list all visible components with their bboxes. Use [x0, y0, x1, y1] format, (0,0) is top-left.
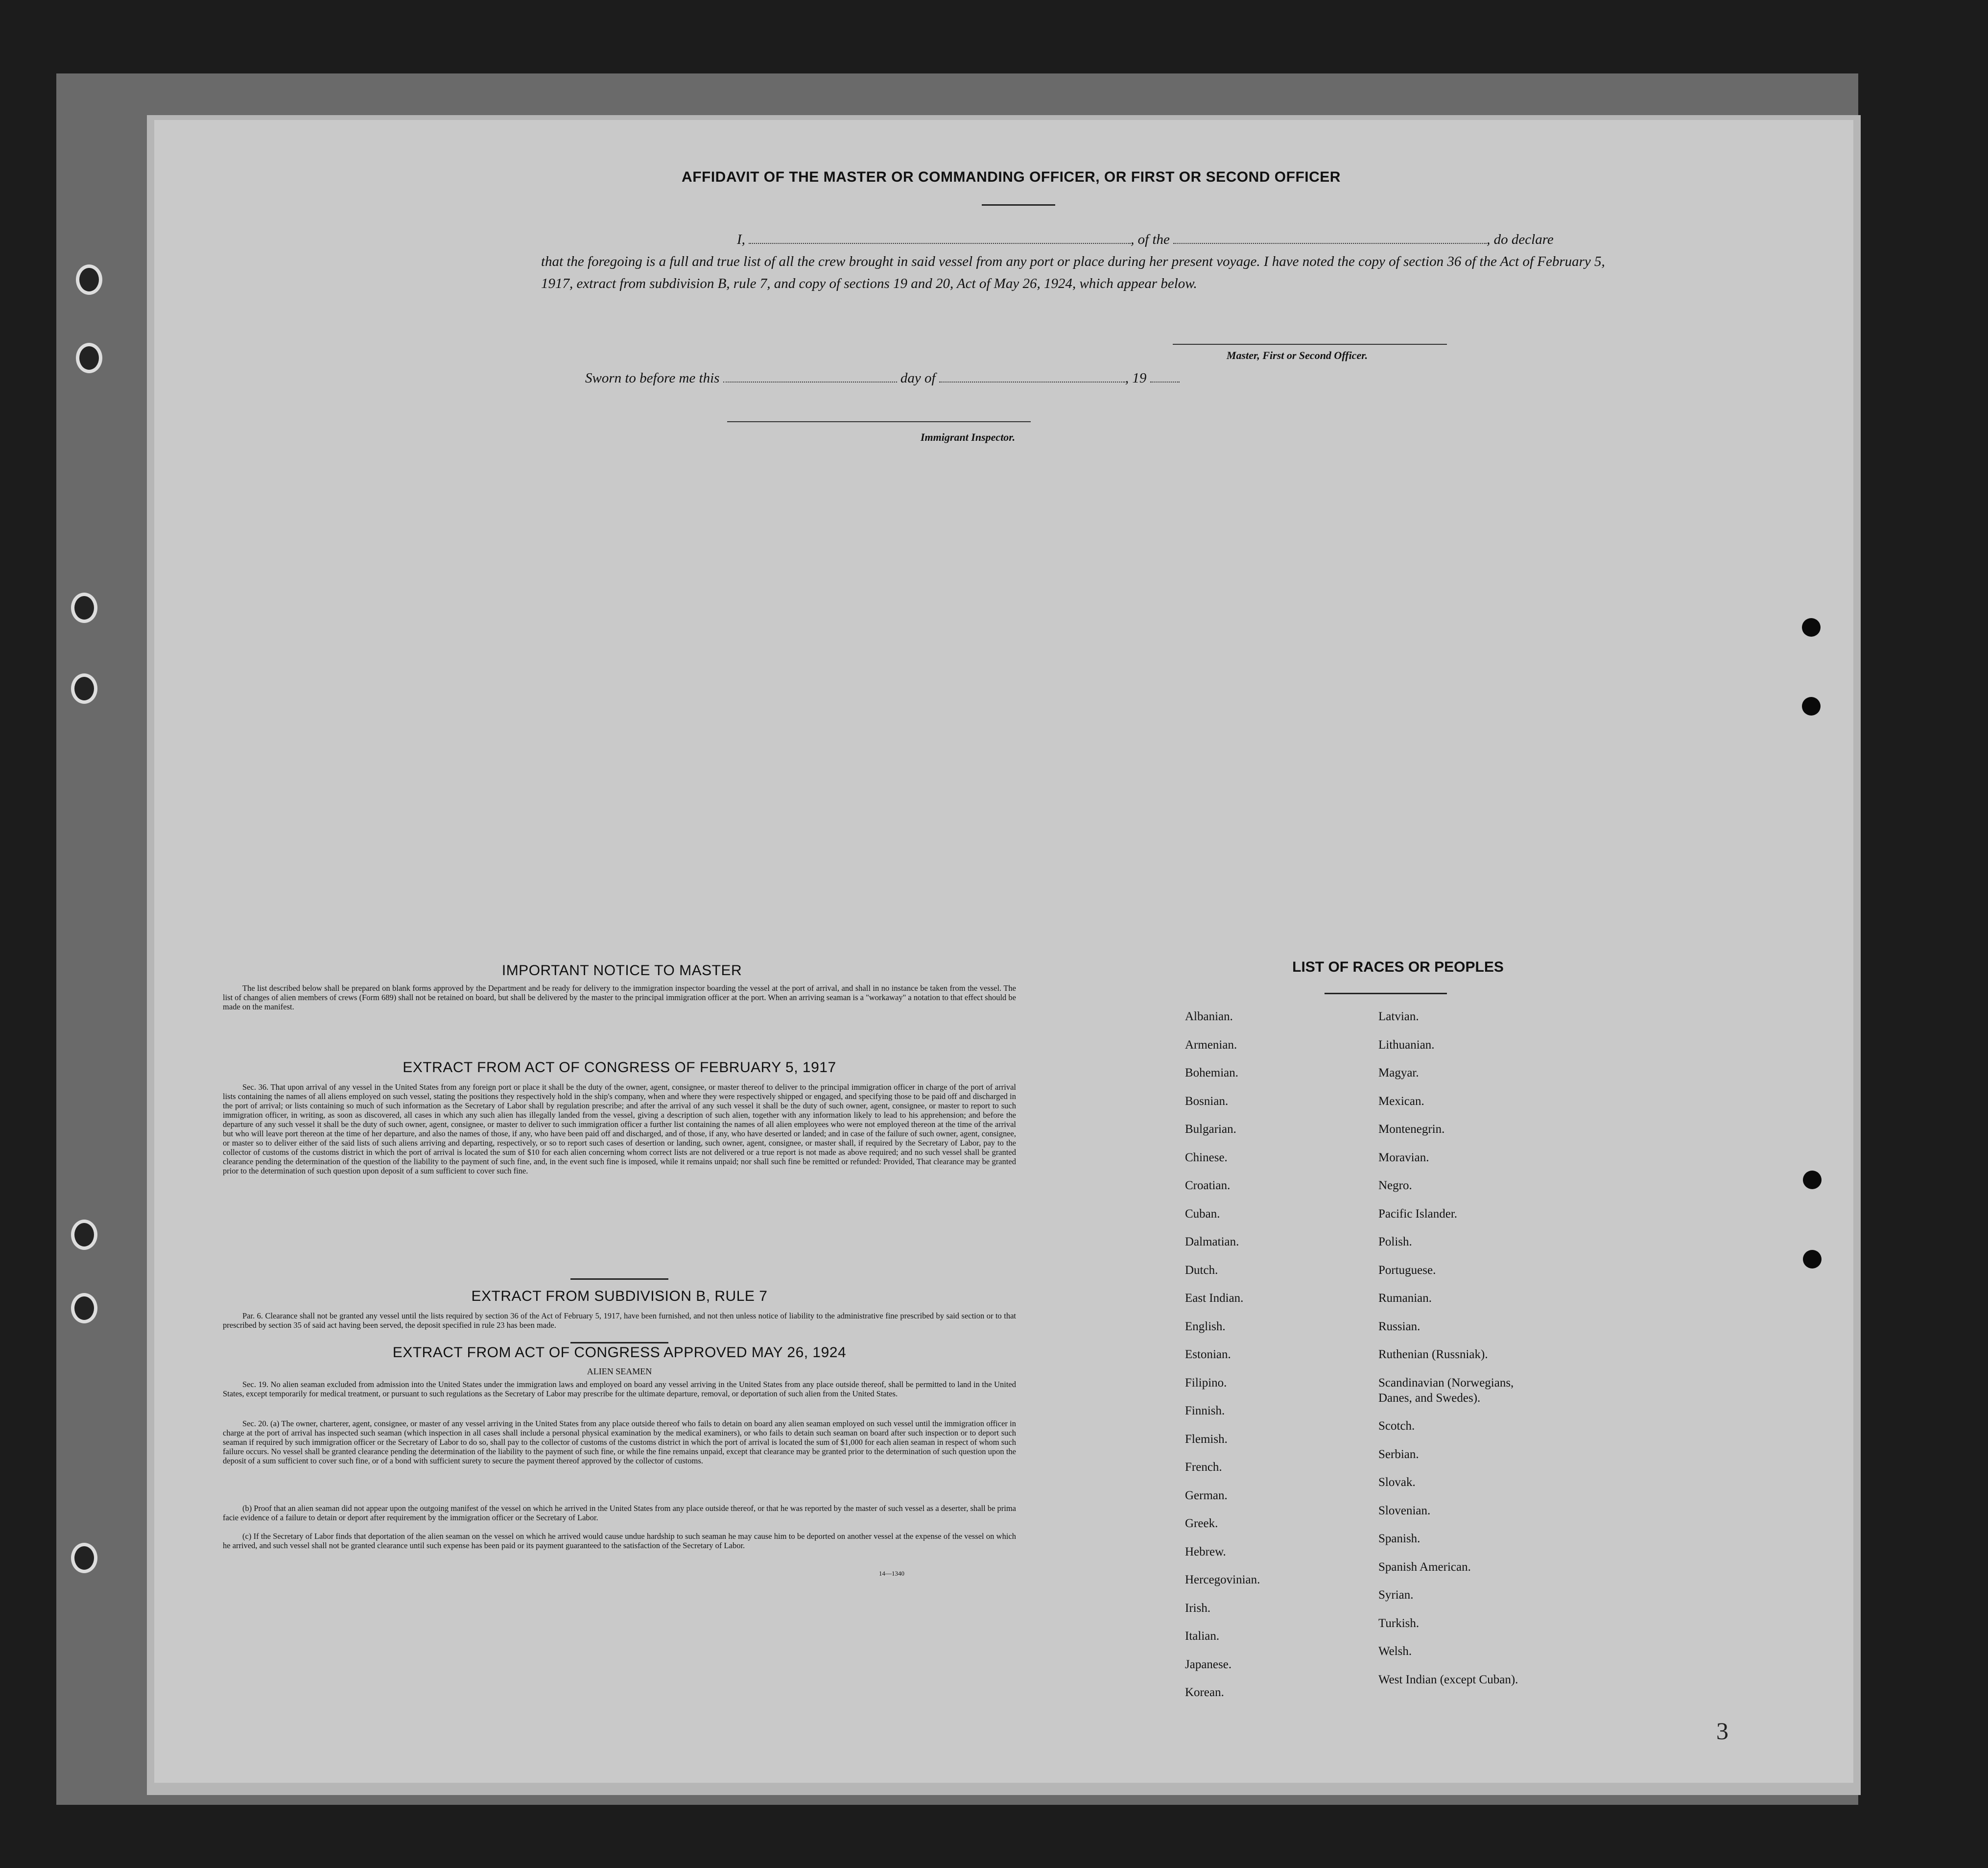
race-item: Portuguese.: [1378, 1263, 1436, 1277]
punch-hole: [1802, 618, 1821, 637]
extract-rule7-title: EXTRACT FROM SUBDIVISION B, RULE 7: [471, 1288, 768, 1304]
master-signature-line[interactable]: [1173, 344, 1447, 345]
sworn-line: [585, 370, 1180, 386]
sworn-year-label: , 19: [1125, 370, 1147, 386]
race-item: Slovenian.: [1378, 1504, 1431, 1517]
extract-1917-text: Sec. 36. That upon arrival of any vessel in the United States from any foreign port or place it shall be the duty of the owner, agent, consignee, or master thereof to deliver to the principal immigration officer in charge of the port of arrival lists containing the names of all aliens employed on such vessel, stating the positions they respectively hold in the ship's company, when and where they were respectively shipped or engaged, and specifying those to be paid off and discharged in the port of arrival; or lists containing so much of such information as the Secretary of Labor shall by regulation prescribe; and after the arrival of any such vessel it shall be the duty of such owner, agent, consignee, or master to report to such immigration officer, in writing, as soon as discovered, all cases in which any such alien has illegally landed from the vessel, giving a description of such alien, together with any information likely to lead to his apprehension; and before the departure of any such vessel it shall be the duty of such owner, agent, consignee, or master to deliver to such immigration officer a further list containing the names of all alien employees who were not employed thereon at the time of the arrival but who will leave port thereon at the time of her departure, and also the names of those, if any, who have been paid off and discharged, and of those, if any, who have deserted or landed; and in case of the failure of such owner, agent, consignee, or master so to deliver either of the said lists of such aliens arriving and departing, respectively, or so to report such cases of desertion or landing, such owner, agent, consignee, or master shall, if required by the Secretary of Labor, pay to the collector of customs of the customs district in which the port of arrival is located the sum of $10 for each alien concerning whom correct lists are not delivered or a true report is not made as above required; and no such vessel shall be granted clearance pending the determination of the question of the liability to the payment of such fine, and, in the event such fine is imposed, while it remains unpaid; nor shall such fine be remitted or refunded: Provided, That clearance may be granted prior to the determination of such question upon deposit of a sum sufficient to cover such fine.: [223, 1082, 1016, 1175]
race-item: Finnish.: [1185, 1404, 1225, 1417]
race-item: Croatian.: [1185, 1179, 1231, 1192]
sworn-label: Sworn to before me this: [585, 370, 720, 386]
extract-1924-sec20a: Sec. 20. (a) The owner, charterer, agent, consignee, or master of any vessel arriving in the United States from any place outside thereof who fails to detain on board any alien seaman employed on such vessel until the immigration officer in charge at the port of arrival has inspected such seaman (which inspection in all cases shall include a personal physical examination by the medical examiners), or who fails to detain such seaman on board after such inspection or to deport such seaman if required by such immigration officer or the Secretary of Labor to do so, shall pay to the collector of customs of the customs district in which the port of arrival is located the sum of $1,000 for each alien seaman in respect of whom such failure occurs. No vessel shall be granted clearance pending the determination of the liability to the payment of such fine, or while the fine remains unpaid, except that clearance may be granted prior to the determination of such question upon the deposit of a sum sufficient to cover such fine, or of a bond with sufficient surety to secure the payment thereof approved by the collector of customs.: [223, 1419, 1016, 1465]
race-item: Rumanian.: [1378, 1292, 1432, 1305]
extract-1924-sec19: Sec. 19. No alien seaman excluded from admission into the United States under the immigration laws and employed on board any vessel arriving in the United States from any place outside thereof, shall be permitted to land in the United States, except temporarily for medical treatment, or pursuant to such regulations as the Secretary of Labor may prescribe for the ultimate departure, removal, or deportation of such alien from the United States.: [223, 1380, 1016, 1398]
race-item: Cuban.: [1185, 1207, 1220, 1221]
race-item: Albanian.: [1185, 1010, 1233, 1023]
race-item: Dutch.: [1185, 1263, 1218, 1277]
race-item: Montenegrin.: [1378, 1123, 1445, 1136]
race-item: Chinese.: [1185, 1150, 1228, 1164]
race-item: Negro.: [1378, 1179, 1412, 1192]
title-divider: [982, 204, 1055, 206]
race-item: Polish.: [1378, 1235, 1412, 1248]
binder-hole: [71, 593, 97, 623]
form-page: [154, 120, 1853, 1783]
race-item: Irish.: [1185, 1601, 1211, 1615]
notice-title: IMPORTANT NOTICE TO MASTER: [501, 962, 742, 979]
master-signature-caption: Master, First or Second Officer.: [1227, 349, 1368, 361]
race-item: Hercegovinian.: [1185, 1573, 1260, 1586]
race-item: French.: [1185, 1461, 1222, 1474]
race-item: Korean.: [1185, 1686, 1224, 1699]
race-item: Bohemian.: [1185, 1066, 1239, 1079]
race-item: Bulgarian.: [1185, 1123, 1236, 1136]
binder-hole: [71, 673, 97, 704]
binder-hole: [71, 1220, 97, 1250]
inspector-signature-line[interactable]: [727, 421, 1031, 422]
affidavit-text: that the foregoing is a full and true list of all the crew brought in said vessel from any port or place during her present voyage. I have noted the copy of section 36 of the Act of February 5, 1917, extract from subdivision B, rule 7, and copy of sections 19 and 20, Act of May 26, 1924, which appear below.: [541, 254, 1605, 291]
extract-1924-sec20c: (c) If the Secretary of Labor finds that deportation of the alien seaman on the vessel on which he arrived would cause undue hardship to such seaman he may cause him to be deported on another vessel at the expense of the vessel on which he arrived, and such vessel shall not be granted clearance until such expense has been paid or its payment guaranteed to the satisfaction of the Secretary of Labor.: [223, 1532, 1016, 1550]
punch-hole: [1803, 1171, 1822, 1189]
race-item: Spanish.: [1378, 1532, 1420, 1545]
affidavit-body: [541, 229, 1633, 295]
race-item: Welsh.: [1378, 1645, 1412, 1658]
race-item: Mexican.: [1378, 1094, 1424, 1108]
inspector-signature-caption: Immigrant Inspector.: [921, 431, 1016, 443]
race-item: Greek.: [1185, 1517, 1218, 1530]
punch-hole: [1802, 697, 1821, 716]
binder-hole: [76, 264, 102, 295]
race-item: Hebrew.: [1185, 1545, 1226, 1558]
race-item: English.: [1185, 1319, 1226, 1333]
sworn-month-field[interactable]: [939, 370, 1125, 383]
race-item: Turkish.: [1378, 1616, 1420, 1630]
extract-rule7-text: Par. 6. Clearance shall not be granted any vessel until the lists required by section 36 of the Act of February 5, 1917, have been furnished, and not then unless notice of liability to the administrative fine prescribed by said section or to that prescribed by section 35 of said act having been served, the deposit specified in rule 23 has been made.: [223, 1311, 1016, 1330]
race-item: Italian.: [1185, 1629, 1220, 1643]
race-item: Moravian.: [1378, 1150, 1429, 1164]
race-item: Dalmatian.: [1185, 1235, 1239, 1248]
binder-hole: [76, 343, 102, 373]
race-item: Magyar.: [1378, 1066, 1419, 1079]
race-item: Slovak.: [1378, 1476, 1416, 1489]
race-item: Scotch.: [1378, 1419, 1415, 1433]
notice-text: The list described below shall be prepared on blank forms approved by the Department and be ready for delivery to the immigration inspector boarding the vessel at the port of arrival, and shall in no instance be taken from the vessel. The list of changes of alien members of crews (Form 689) shall not be retained on board, but shall be delivered by the master to the principal immigration officer at the port. When an arriving seaman is a "workaway" a notation to that effect should be made on the manifest.: [223, 983, 1016, 1011]
race-item: West Indian (except Cuban).: [1378, 1673, 1518, 1686]
race-item: Serbian.: [1378, 1447, 1419, 1461]
affidavit-declare-label: , do declare: [1487, 232, 1554, 247]
affidavit-first-line: [541, 229, 1633, 251]
extract-1924-sec20b: (b) Proof that an alien seaman did not appear upon the outgoing manifest of the vessel on which he arrived in the United States from any place outside thereof, or that he was reported by the master of such vessel as a deserter, shall be prima facie evidence of a failure to detain or deport after requirement by the immigration officer or the Secretary of Labor.: [223, 1504, 1016, 1522]
race-item: Estonian.: [1185, 1348, 1231, 1361]
race-item: Lithuanian.: [1378, 1038, 1435, 1052]
sworn-day-of-label: day of: [900, 370, 936, 386]
races-title-divider: [1325, 993, 1447, 994]
race-item: Flemish.: [1185, 1432, 1228, 1446]
race-item: Armenian.: [1185, 1038, 1237, 1052]
race-item: Ruthenian (Russniak).: [1378, 1348, 1488, 1361]
punch-hole: [1803, 1250, 1822, 1269]
race-item: Japanese.: [1185, 1657, 1232, 1671]
affidavit-of-the-label: , of the: [1131, 232, 1170, 247]
race-item: Russian.: [1378, 1319, 1420, 1333]
race-item: Bosnian.: [1185, 1094, 1229, 1108]
race-item: Syrian.: [1378, 1588, 1414, 1602]
races-title: LIST OF RACES OR PEOPLES: [1292, 959, 1504, 975]
race-item: East Indian.: [1185, 1292, 1244, 1305]
affidavit-i-label: I,: [737, 232, 745, 247]
race-item: Filipino.: [1185, 1376, 1227, 1389]
section-divider: [570, 1342, 668, 1343]
race-item: Scandinavian (Norwegians, Danes, and Swedes).: [1378, 1376, 1514, 1405]
vessel-field[interactable]: [1173, 231, 1487, 244]
race-item: Spanish American.: [1378, 1560, 1471, 1574]
name-field[interactable]: [749, 231, 1131, 244]
extract-1917-title: EXTRACT FROM ACT OF CONGRESS OF FEBRUARY 5, 1917: [402, 1059, 836, 1076]
extract-1924-title: EXTRACT FROM ACT OF CONGRESS APPROVED MAY 26, 1924: [392, 1344, 847, 1361]
page-number: 3: [1716, 1717, 1728, 1745]
affidavit-title: AFFIDAVIT OF THE MASTER OR COMMANDING OFFICER, OR FIRST OR SECOND OFFICER: [682, 169, 1341, 185]
race-item: German.: [1185, 1488, 1228, 1502]
race-item: Latvian.: [1378, 1010, 1419, 1023]
sworn-day-field[interactable]: [723, 370, 897, 383]
form-number: 14—1340: [879, 1570, 904, 1577]
binder-hole: [71, 1293, 97, 1323]
binder-hole: [71, 1543, 97, 1573]
race-item: Pacific Islander.: [1378, 1207, 1458, 1221]
sworn-year-field[interactable]: [1150, 370, 1180, 383]
section-divider: [570, 1278, 668, 1280]
alien-seamen-subtitle: ALIEN SEAMEN: [587, 1366, 652, 1376]
